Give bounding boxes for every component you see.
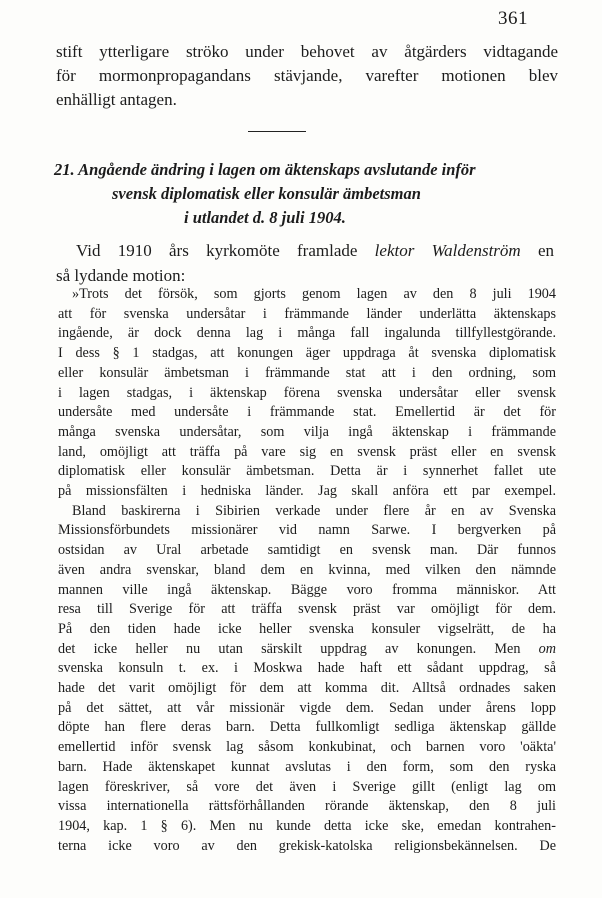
intro-line: för mormonpropagandans stävjande, varefter motionen blev [56,66,558,85]
body-line: På den tiden hade icke heller svenska konsuler vigselrätt, de ha [58,620,556,637]
body-line: hade det varit omöjligt för dem att komma dit. Alltså ordnades saken [58,680,556,697]
motion-text [58,285,556,856]
body-line: land, omöjligt att träffa på vare sig en svensk präst eller en svensk [58,443,556,460]
body-line: 1904, kap. 1 § 6). Men nu kunde detta icke ske, emedan kontrahen- [58,817,556,834]
body-line: Missionsförbundets missionärer vid namn Sarwe. I bergverken på [58,522,556,539]
body-line: vissa internationella rättsförhållanden rörande äktenskap, den 8 juli [58,798,556,815]
body-line: på missionsfälten i hedniska länder. Jag skall anföra ett par exempel. [58,483,556,500]
lead-text: en [520,241,554,260]
intro-line: stift ytterligare ströko under behovet av åtgärders vidtagande [56,42,558,61]
body-line: många svenska undersåtar, som vilja ingå äktenskap i främmande [58,423,556,440]
lead-paragraph [56,238,554,288]
body-text-fragment: det icke heller nu utan särskilt uppdrag av konungen. Men [58,640,539,657]
heading-line: svensk diplomatisk eller konsulär ämbetsman [112,184,421,203]
page-number: 361 [498,8,528,29]
lead-line: så lydande motion: [56,266,186,285]
body-line: i lagen stadgas, i äktenskap förena svenska undersåtar eller svensk [58,384,556,401]
body-line: »Trots det försök, som gjorts genom lagen av den 8 juli 1904 [72,286,556,302]
body-italic-word: om [538,640,556,657]
body-line: på det sättet, att vår missionär vigde dem. Sedan under årens lopp [58,699,556,716]
body-line: I dess § 1 stadgas, att konungen äger uppdraga åt svenska diplomatisk [58,345,556,362]
body-line: döpte han flere deras barn. Detta fullkomligt sedliga äktenskap gällde [58,719,556,736]
intro-line: enhälligt antagen. [56,90,177,109]
heading-line: i utlandet d. 8 juli 1904. [184,208,346,227]
body-line: terna icke voro av den grekisk-katolska religionsbekännelsen. De [58,837,556,854]
body-line: även andra svenskar, bland dem en kvinna, med vilken den nämnde [58,561,556,578]
body-line-with-italic [58,640,556,660]
intro-paragraph [56,40,558,112]
body-line: ostsidan av Ural arbetade samtidigt en svensk man. Där funnos [58,542,556,559]
body-line: mannen ville ingå äktenskap. Bägge voro fromma människor. Att [58,581,556,598]
body-line: eller konsulär ämbetsman i främmande stat att i den ordning, som [58,364,556,381]
body-line: lagen föreskriver, så vore det även i Sverige gillt (enligt lag om [58,778,556,795]
body-line: ingående, är dock denna lag i många fall ingalunda tillfyllestgörande. [58,325,556,342]
body-line: diplomatisk eller konsulär ämbetsman. Detta är i synnerhet fallet ute [58,463,556,480]
body-line: Bland baskirerna i Sibirien verkade under flere år en av Svenska [72,502,556,519]
lead-text: Vid 1910 års kyrkomöte framlade [76,241,375,260]
body-line: barn. Hade äktenskapet kunnat avslutas i den form, som den ryska [58,758,556,775]
body-line: att för svenska undersåtar i främmande länder underlätta äktenskaps [58,305,556,322]
lead-author: lektor Waldenström [374,241,521,260]
section-divider [248,131,306,132]
body-line: undersåte med undersåte i främmande stat. Emellertid är det för [58,404,556,421]
lead-line [56,238,554,263]
body-line: resa till Sverige för att träffa svensk präst var omöjligt för dem. [58,601,556,618]
body-line: emellertid inför svensk lag såsom konkubinat, och barnen voro 'oäkta' [58,739,556,756]
body-line: svenska konsuln t. ex. i Moskwa hade haft ett sådant uppdrag, så [58,660,556,677]
section-heading [54,158,524,230]
heading-line: 21. Angående ändring i lagen om äktenskaps avslutande inför [54,160,476,179]
